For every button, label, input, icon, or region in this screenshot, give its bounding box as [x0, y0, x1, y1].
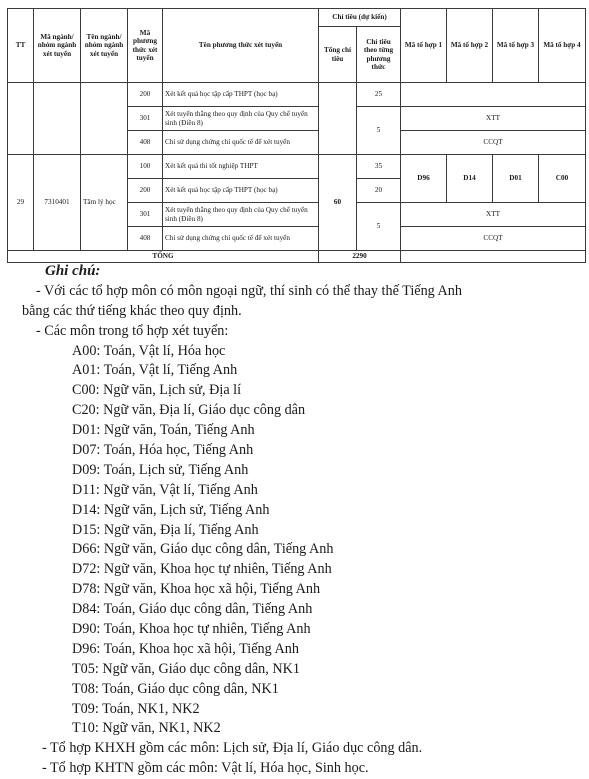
- table-row: [8, 155, 586, 179]
- cell-ten-nganh-empty: [81, 83, 128, 155]
- notes-title: Ghi chú:: [45, 263, 101, 279]
- cell-ma-phuong-thuc: 200: [128, 83, 163, 107]
- header-tong-chi-tieu: Tổng chỉ tiêu: [319, 27, 357, 83]
- combo-list-item: D72: Ngữ văn, Khoa học tự nhiên, Tiếng Anh: [72, 561, 332, 578]
- combo-list: [0, 342, 589, 740]
- header-to-hop-3: Mã tổ hợp 3: [493, 9, 539, 83]
- cell-ma-phuong-thuc: 301: [128, 203, 163, 227]
- cell-to-hop-3: D01: [493, 155, 539, 203]
- combo-list-item: T08: Toán, Giáo dục công dân, NK1: [72, 680, 279, 697]
- combo-list-item: C00: Ngữ văn, Lịch sử, Địa lí: [72, 382, 242, 399]
- total-value: 2290: [319, 251, 401, 263]
- cell-chi-tieu-shared: 5: [357, 203, 401, 251]
- header-to-hop-1: Mã tổ hợp 1: [401, 9, 447, 83]
- combo-list-item: T10: Ngữ văn, NK1, NK2: [72, 720, 221, 737]
- combo-list-item: D15: Ngữ văn, Địa lí, Tiếng Anh: [72, 521, 259, 538]
- combo-list-item: D84: Toán, Giáo dục công dân, Tiếng Anh: [72, 601, 313, 618]
- header-chi-tieu-theo-pt: Chỉ tiêu theo từng phương thức: [357, 27, 401, 83]
- combo-list-item: D01: Ngữ văn, Toán, Tiếng Anh: [72, 422, 255, 439]
- cell-to-hop-ccqt: CCQT: [401, 227, 586, 251]
- admission-table: [7, 8, 586, 263]
- combo-list-item: D66: Ngữ văn, Giáo dục công dân, Tiếng Anh: [72, 541, 334, 558]
- cell-tt-empty: [8, 83, 34, 155]
- notes-section: [0, 262, 589, 779]
- header-ma-nganh: Mã ngành/ nhóm ngành xét tuyển: [34, 9, 81, 83]
- note-khxh: - Tổ hợp KHXH gồm các môn: Lịch sử, Địa lí, Giáo dục công dân.: [42, 740, 423, 757]
- cell-ten-phuong-thuc: Xét kết quả thi tốt nghiệp THPT: [163, 155, 319, 179]
- cell-chi-tieu-shared: 5: [357, 107, 401, 155]
- cell-ten-phuong-thuc: Xét kết quả học tập cấp THPT (học bạ): [163, 179, 319, 203]
- note-khtn: - Tổ hợp KHTN gồm các môn: Vật lí, Hóa học, Sinh học.: [42, 760, 369, 777]
- cell-ma-phuong-thuc: 408: [128, 227, 163, 251]
- cell-tt: 29: [8, 155, 34, 251]
- note-foreign-language: - Với các tổ hợp môn có môn ngoại ngữ, thí sinh có thể thay thế Tiếng Anh: [36, 282, 462, 299]
- combo-list-item: D14: Ngữ văn, Lịch sử, Tiếng Anh: [72, 501, 270, 518]
- cell-chi-tieu: 20: [357, 179, 401, 203]
- cell-ten-phuong-thuc: Chỉ sử dụng chứng chỉ quốc tế để xét tuyển: [163, 227, 319, 251]
- cell-to-hop-xtt: XTT: [401, 203, 586, 227]
- cell-ten-phuong-thuc: Chỉ sử dụng chứng chỉ quốc tế để xét tuyển: [163, 131, 319, 155]
- cell-ma-phuong-thuc: 200: [128, 179, 163, 203]
- table-row: [8, 83, 586, 107]
- cell-to-hop-xtt: XTT: [401, 107, 586, 131]
- combo-list-item: D07: Toán, Hóa học, Tiếng Anh: [72, 442, 254, 459]
- cell-ma-phuong-thuc: 408: [128, 131, 163, 155]
- header-ten-phuong-thuc: Tên phương thức xét tuyển: [163, 9, 319, 83]
- cell-to-hop-2: D14: [447, 155, 493, 203]
- combo-list-item: A01: Toán, Vật lí, Tiếng Anh: [72, 362, 238, 379]
- header-ten-nganh: Tên ngành/ nhóm ngành xét tuyển: [81, 9, 128, 83]
- combo-list-item: A00: Toán, Vật lí, Hóa học: [72, 342, 226, 359]
- combo-list-item: C20: Ngữ văn, Địa lí, Giáo dục công dân: [72, 402, 306, 419]
- combo-list-item: D78: Ngữ văn, Khoa học xã hội, Tiếng Anh: [72, 581, 321, 598]
- total-row: [8, 251, 586, 263]
- cell-to-hop-4: C00: [539, 155, 586, 203]
- combo-list-item: T05: Ngữ văn, Giáo dục công dân, NK1: [72, 660, 300, 677]
- combo-list-item: D90: Toán, Khoa học tự nhiên, Tiếng Anh: [72, 621, 311, 638]
- header-row: [8, 9, 586, 27]
- total-label: TỔNG: [8, 251, 319, 263]
- cell-chi-tieu: 25: [357, 83, 401, 107]
- header-to-hop-4: Mã tổ hợp 4: [539, 9, 586, 83]
- cell-ten-phuong-thuc: Xét tuyển thẳng theo quy định của Quy chế tuyển sinh (Điều 8): [163, 107, 319, 131]
- header-to-hop-2: Mã tổ hợp 2: [447, 9, 493, 83]
- cell-ten-phuong-thuc: Xét kết quả học tập cấp THPT (học bạ): [163, 83, 319, 107]
- total-empty: [401, 251, 586, 263]
- header-chi-tieu: Chỉ tiêu (dự kiến): [319, 9, 401, 27]
- cell-chi-tieu: 35: [357, 155, 401, 179]
- header-tt: TT: [8, 9, 34, 83]
- cell-to-hop-1: D96: [401, 155, 447, 203]
- note-combos-intro: - Các môn trong tổ hợp xét tuyển:: [36, 322, 229, 339]
- cell-ma-phuong-thuc: 301: [128, 107, 163, 131]
- cell-ma-nganh: 7310401: [34, 155, 81, 251]
- combo-list-item: T09: Toán, NK1, NK2: [72, 700, 200, 717]
- cell-tong-chi-tieu-empty: [319, 83, 357, 155]
- cell-ma-phuong-thuc: 100: [128, 155, 163, 179]
- cell-ma-nganh-empty: [34, 83, 81, 155]
- cell-ten-nganh: Tâm lý học: [81, 155, 128, 251]
- cell-tong-chi-tieu: 60: [319, 155, 357, 251]
- note-foreign-language-cont: bằng các thứ tiếng khác theo quy định.: [22, 302, 242, 319]
- combo-list-item: D09: Toán, Lịch sử, Tiếng Anh: [72, 461, 249, 478]
- cell-to-hop-empty: [401, 83, 586, 107]
- header-ma-phuong-thuc: Mã phương thức xét tuyển: [128, 9, 163, 83]
- cell-ten-phuong-thuc: Xét tuyển thẳng theo quy định của Quy chế tuyển sinh (Điều 8): [163, 203, 319, 227]
- combo-list-item: D96: Toán, Khoa học xã hội, Tiếng Anh: [72, 640, 299, 657]
- combo-list-item: D11: Ngữ văn, Vật lí, Tiếng Anh: [72, 481, 258, 498]
- cell-to-hop-ccqt: CCQT: [401, 131, 586, 155]
